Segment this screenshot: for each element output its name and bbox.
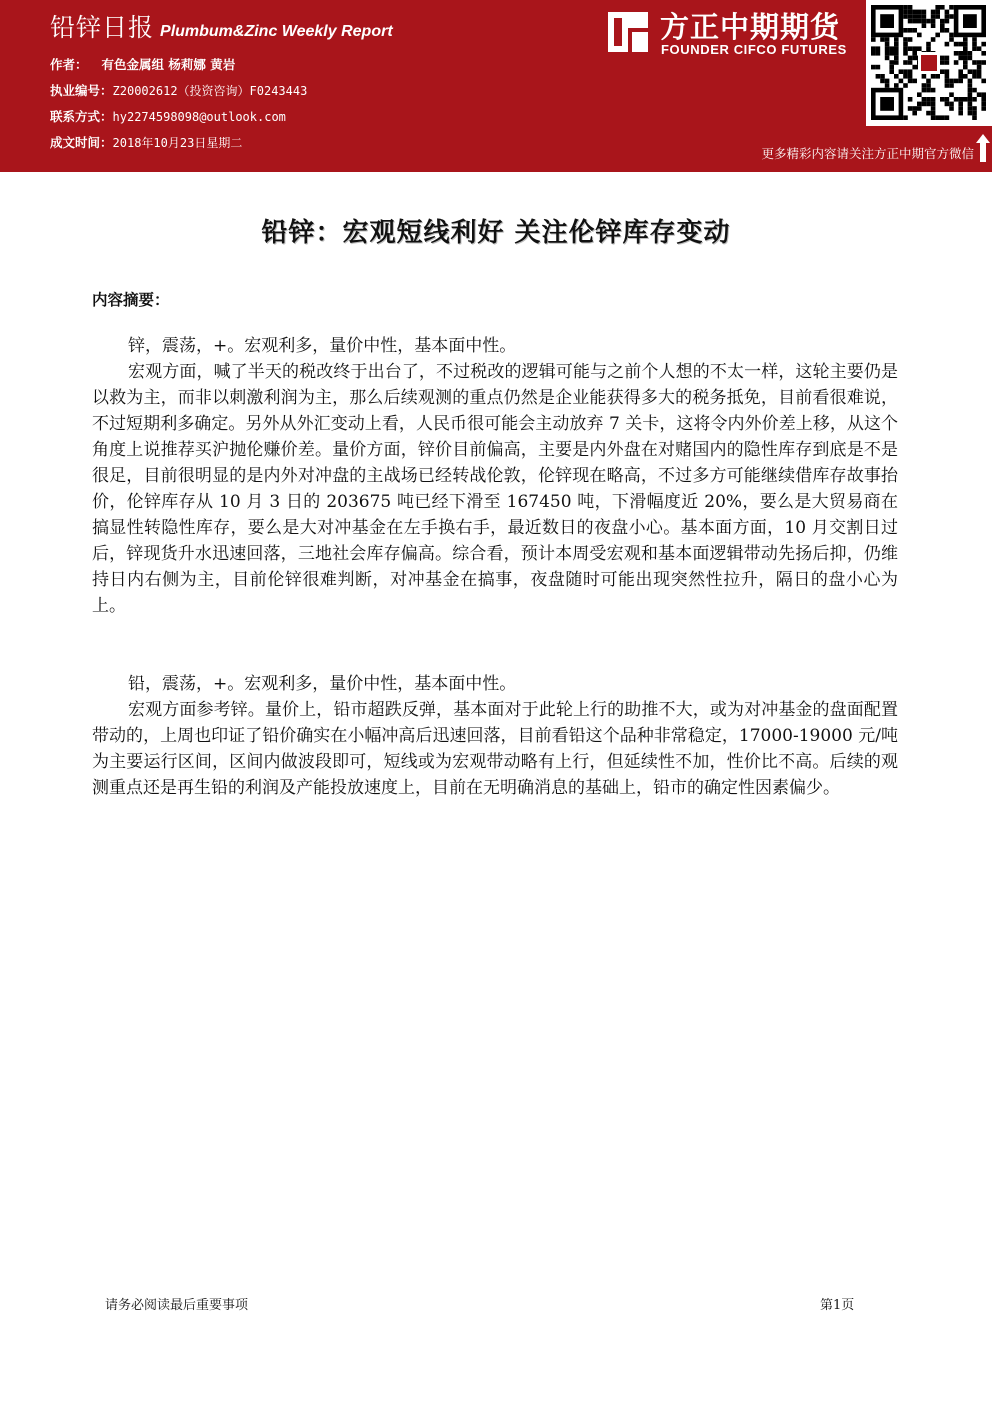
meta-date xyxy=(50,133,242,151)
page-number: 第1页 xyxy=(820,1298,855,1313)
arrow-up-icon xyxy=(976,134,990,162)
follow-wechat-note: 更多精彩内容请关注方正中期官方微信 xyxy=(761,146,974,161)
meta-date-label: 成文时间： xyxy=(50,135,113,150)
meta-author-value: 有色金属组 杨莉娜 黄岩 xyxy=(101,57,236,72)
meta-contact-value: hy2274598098@outlook.com xyxy=(112,110,286,124)
meta-contact xyxy=(50,107,286,125)
footer-disclaimer-note: 请务必阅读最后重要事项 xyxy=(105,1298,249,1313)
report-title-cn: 铅锌日报 xyxy=(50,13,155,42)
meta-author xyxy=(50,55,235,73)
founder-cifco-logo xyxy=(604,6,856,60)
zinc-section xyxy=(92,333,898,619)
meta-license-value: Z20002612（投资咨询）F0243443 xyxy=(112,84,308,98)
founder-logo-mark-icon xyxy=(604,8,652,56)
lead-analysis-paragraph: 宏观方面参考锌。量价上，铅市超跌反弹，基本面对于此轮上行的助推不大，或为对冲基金的盘面配置带动的，上周也印证了铅价确实在小幅冲高后迅速回落，目前看铅这个品种非常稳定，17000-19000 元/吨为主要运行区间，区间内做波段即可，短线或为宏观带动略有上行，但延续性不加，性价比不高。后续的观测重点还是再生铅的利润及产能投放速度上，目前在无明确消息的基础上，铅市的确定性因素偏少。 xyxy=(92,700,898,798)
meta-contact-label: 联系方式： xyxy=(50,109,113,124)
lead-rating-paragraph: 铅，震荡，+。宏观利多，量价中性，基本面中性。 xyxy=(128,674,517,694)
qr-code-icon xyxy=(866,0,992,126)
zinc-analysis-paragraph: 宏观方面，喊了半天的税改终于出台了，不过税改的逻辑可能与之前个人想的不太一样，这轮主要仍是以救为主，而非以刺激利润为主，那么后续观测的重点仍然是企业能获得多大的税务抵免，目前看很难说，不过短期利多确定。另外从外汇变动上看，人民币很可能会主动放弃 7 关卡，这将令内外价差上移，从这个角度上说推荐买沪抛伦赚价差。量价方面，锌价目前偏高，主要是内外盘在对赌国内的隐性库存到底是不是很足，目前很明显的是内外对冲盘的主战场已经转战伦敦，伦锌现在略高，不过多方可能继续借库存故事抬价，伦锌库存从 10 月 3 日的 203675 吨已经下滑至 167450 吨，下滑幅度近 20%，要么是大贸易商在搞显性转隐性库存，要么是大对冲基金在左手换右手，最近数日的夜盘小心。基本面方面，10 月交割日过后，锌现货升水迅速回落，三地社会库存偏高。综合看，预计本周受宏观和基本面逻辑带动先扬后抑，仍维持日内右侧为主，目前伦锌很难判断，对冲基金在搞事，夜盘随时可能出现突然性拉升，隔日的盘小心为上。 xyxy=(92,362,898,616)
meta-license xyxy=(50,81,307,99)
zinc-rating-paragraph: 锌，震荡，+。宏观利多，量价中性，基本面中性。 xyxy=(128,336,517,356)
logo-text-cn: 方正中期期货 xyxy=(660,10,841,44)
document-title: 铅锌：宏观短线利好 关注伦锌库存变动 xyxy=(261,218,731,248)
wechat-qr-code xyxy=(866,0,992,126)
logo-text-en: FOUNDER CIFCO FUTURES xyxy=(661,42,847,57)
summary-label: 内容摘要： xyxy=(92,291,170,309)
meta-author-label: 作者： xyxy=(50,57,88,72)
meta-date-value: 2018年10月23日星期二 xyxy=(112,136,243,150)
report-header xyxy=(0,0,992,172)
report-title xyxy=(50,8,393,44)
lead-section xyxy=(92,671,898,801)
meta-license-label: 执业编号： xyxy=(50,83,113,98)
report-title-en: Plumbum&Zinc Weekly Report xyxy=(160,23,393,40)
